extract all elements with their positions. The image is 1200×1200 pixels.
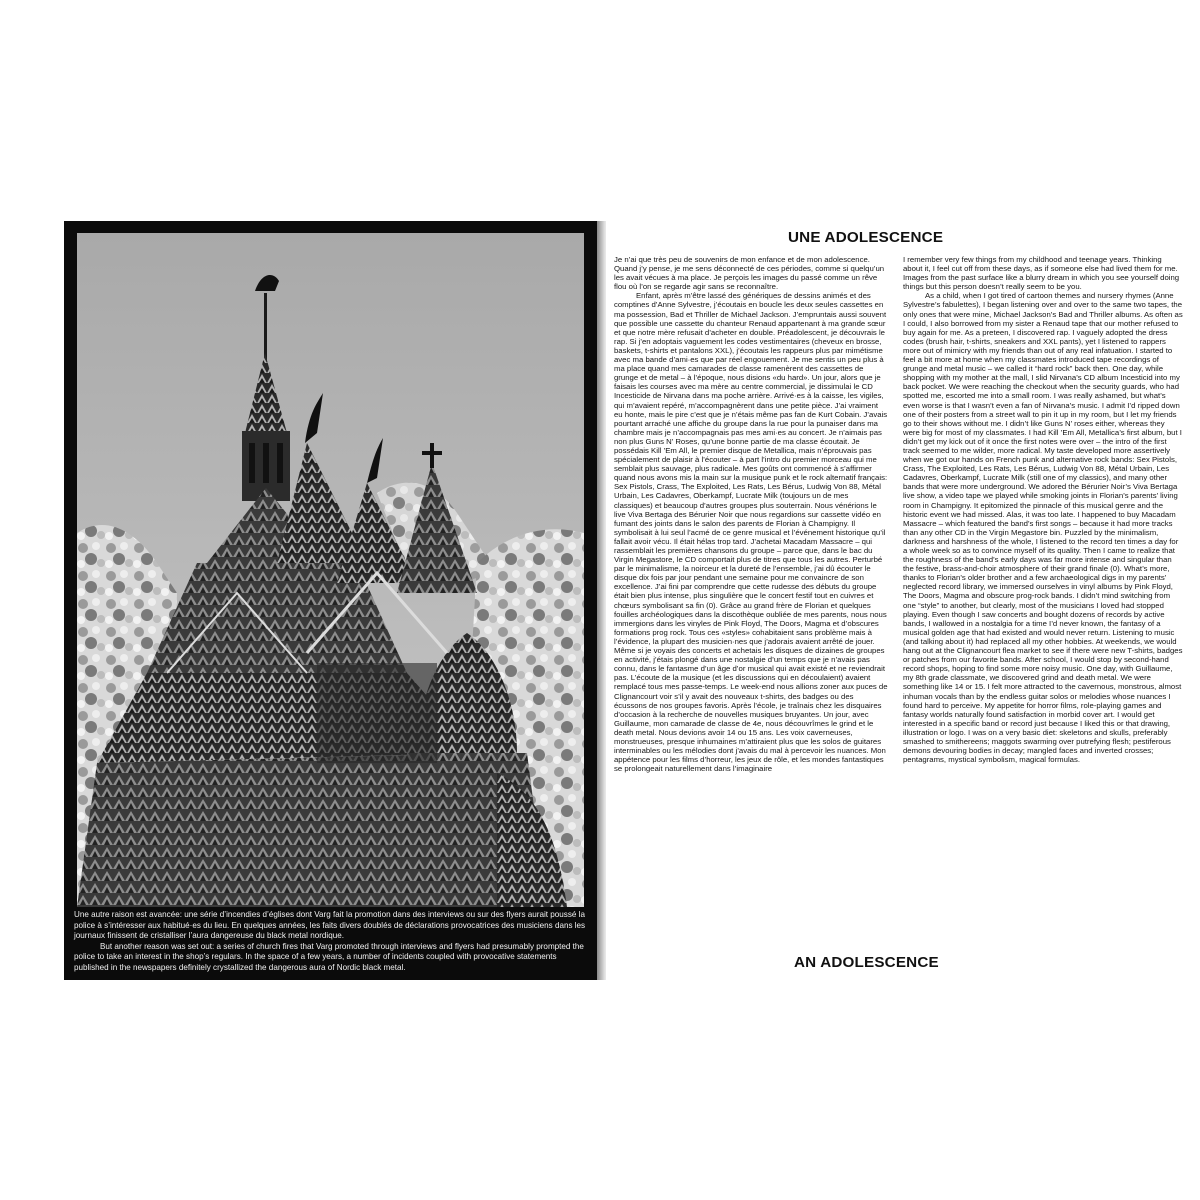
english-paragraph-1: I remember very few things from my childhood and teenage years. Thinking about it, I feel cut off from these days, as if someone else had lived them for me. Images from the past surface like a blurry dream in which you see yourself doing things but this person doesn’t really seem to be you. xyxy=(903,255,1180,292)
caption-english: But another reason was set out: a series of church fires that Varg promoted through interviews and flyers had presumably prompted the police to take an interest in the shop’s regulars. In the space of a few years, a number of incidents coupled with provocative statements published in the newspapers definitely crystallized the dangerous aura of Nordic black metal. xyxy=(74,941,584,972)
photo-caption xyxy=(74,910,590,974)
heading-english: AN ADOLESCENCE xyxy=(794,954,939,971)
english-paragraph-2: As a child, when I got tired of cartoon themes and nursery rhymes (Anne Sylvestre’s fabulettes), I began listening over and over to the same two tapes, the only ones that were mine, Michael Jackson’s Bad and Thriller albums. As often as I could, I also borrowed from my sister a Renaud tape that our mother refused to buy again for me. As a preteen, I discovered rap. I vaguely adopted the dress codes (brush hair, t-shirts, sneakers and XXL pants), yet I listened to rappers more out of mimicry with my friends than out of any real infatuation. I started to feel a bit more at home when my classmates introduced tape recordings of grunge and metal music – we called it “hard rock” back then. One day, while shopping with my mother at the mall, I slid Nirvana’s CD album Incesticid into my back pocket. We were reaching the checkout when the security guards, who had spotted me, escorted me into a small room. I was really ashamed, but what’s even worse is that I wasn’t even a fan of Nirvana’s music. I admit I’d ripped down one of their posters from a street wall to pin it up in my room, but I let my friends go to their shows without me. I didn’t like Guns N’ roses either, whereas they were big for most of my classmates. I had Kill ’Em All, Metallica’s first album, but I didn’t get my kick out of it once the first notes were over – the intro of the first track seemed to me wilder, more radical. My taste developed more assertively when we got our hands on French punk and alternative rock bands: Sex Pistols, Crass, The Exploited, Les Rats, Les Bérus, Ludwig Von 88, Métal Urbain, Les Cadavres, Oberkampf, Lucrate Milk (still one of my classics), and many other bands that were more underground. We adored the Bérurier Noir’s Viva Bertaga live show, a video tape we played while smoking joints in Florian’s parents’ living room in Champigny. It epitomized the pinnacle of this musical genre and the historic event we had missed. Alas, it was too late. I happened to buy Macadam Massacre – which featured the band’s first songs – because it had more tracks than any other CD in the Virgin Megastore bin. Puzzled by the minimalism, darkness and harshness of the whole, I listened to the record ten times a day for a whole week so as to convince myself of its quality. Then I came to realize that the roughness of the band’s early days was far more intense and singular than the festive, brass-and-choir atmosphere of their grand finale (0). What’s more, thanks to Florian’s older brother and a few archaeological digs in my parents’ neglected record library, we immersed ourselves in vinyl albums by Pink Floyd, The Doors, Magma and obscure prog-rock bands. I didn’t mind switching from one “style” to another, but clearly, most of the musicians I loved had stopped playing. Even though I saw concerts and bought dozens of records by active bands, I wallowed in a nostalgia for a time I’d never known, the fantasy of a musical golden age that had existed and would never return. Listening to music (and talking about it) had replaced all my other hobbies. At weekends, we would hang out at the Clignancourt flea market to see if there were new T-shirts, badges or patches from our favorite bands. After school, I would stop by second-hand record shops, hoping to find some more noisy music. One day, with Guillaume, my 8th grade classmate, we discovered grind and death metal. We were something like 14 or 15. I felt more attracted to the cavernous, monstrous, almost inhuman vocals than by the endless guitar solos or melodies whose nuances I found hard to perceive. My appetite for horror films, role-playing games and fantasy worlds naturally found satisfaction in morbid cover art. I would get interested in a specific band or record just because I liked this or that drawing, illustration or logo. I was on a very basic diet: skeletons and skulls, preferably smashed to smithereens; maggots swarming over putrefying flesh; pestiferous demons devouring bodies in decay; mangled faces and inverted crosses; pentagrams, mystical symbolism, magical formulas. xyxy=(903,291,1183,765)
column-french xyxy=(614,255,888,945)
stave-church-photo xyxy=(77,233,584,907)
caption-french: Une autre raison est avancée: une série d’incendies d’églises dont Varg fait la promotion dans des interviews ou sur des flyers aurait poussé la police à s’intéresser aux habitué·es du lieu. En quelques années, les faits divers doublés de déclarations provocatrices des musiciens dans les journaux finissent de cristalliser l’aura dangereuse du black metal nordique. xyxy=(74,910,586,941)
column-english xyxy=(903,255,1183,945)
french-paragraph-1: Je n’ai que très peu de souvenirs de mon enfance et de mon adolescence. Quand j’y pense, je me sens déconnecté de ces périodes, comme si quelqu’un les avait vécues à ma place. Je perçois les images du passé comme un rêve flou où l’on se regarde agir sans se reconnaître. xyxy=(614,255,885,292)
heading-french: UNE ADOLESCENCE xyxy=(788,229,944,246)
stave-church-illustration xyxy=(77,233,584,907)
french-paragraph-2: Enfant, après m’être lassé des génériques de dessins animés et des comptines d’Anne Sylvestre, j’écoutais en boucle les deux seules cassettes en ma possession, Bad et Thriller de Michael Jackson. J’empruntais aussi souvent que possible une cassette du chanteur Renaud appartenant à ma grande sœur et que notre mère refusait d’acheter en double. Préadolescent, je découvrais le rap. Si j’en adoptais vaguement les codes vestimentaires (cheveux en brosse, baskets, t-shirts et pantalons XXL), j’écoutais les rappeurs plus par mimétisme avec ma bande d’ami·es que par réel engouement. Je me sentis un peu plus à ma place quand mes camarades de classe ramenèrent des cassettes de grunge et de metal – à l’époque, nous disions «du hard». Un jour, alors que je faisais les courses avec ma mère au centre commercial, je dissimulai le CD Incesticide de Nirvana dans ma poche arrière. Arrivé·es à la caisse, les vigiles, qui m’avaient repéré, m’accompagnèrent dans une petite pièce. J’ai vraiment eu honte, mais le pire c’est que je n’étais même pas fan de Kurt Cobain. J’avais pourtant arraché une affiche du groupe dans la rue pour la punaiser dans ma chambre mais je n’accompagnais pas mes ami·es au concert. Je n’aimais pas non plus Guns N’ Roses, qu’une bonne partie de ma classe écoutait. Je possédais Kill ’Em All, le premier disque de Metallica, mais n’éprouvais pas spécialement de plaisir à l’écouter – à part l’intro du premier morceau qui me semblait plus sauvage, plus radicale. Mes goûts ont commencé à s’affirmer quand nous avons mis la main sur la musique punk et le rock alternatif français: Sex Pistols, Crass, The Exploited, Les Rats, Les Bérus, Ludwig Von 88, Métal Urbain, Les Cadavres, Oberkampf, Lucrate Milk (toujours un de mes classiques) et beaucoup d’autres groupes plus souterrain. Nous vénérions le live Viva Bertaga des Bérurier Noir que nous regardions sur cassette vidéo en fumant des joints dans le salon des parents de Florian à Champigny. Il symbolisait à lui seul l’acmé de ce genre musical et l’événement historique qu’il fallait avoir vécu. Il était hélas trop tard. J’achetai Macadam Massacre – qui rassemblait les premières chansons du groupe – parce que, dans le bac du Virgin Megastore, le CD comportait plus de titres que tous les autres. Perturbé par le minimalisme, la noirceur et la dureté de l’ensemble, j’ai dû écouter le disque dix fois par jour pendant une semaine pour me convaincre de son excellence. J’ai fini par comprendre que cette rudesse des débuts du groupe était bien plus intense, plus singulière que le concert festif tout en cuivres et chœurs symbolisant sa fin (0). Grâce au grand frère de Florian et quelques fouilles archéologiques dans la discothèque oubliée de mes parents, nous nous immergions dans les vinyles de Pink Floyd, The Doors, Magma et d’obscures formations prog rock. Tous ces «styles» cohabitaient sans problème mais à l’évidence, la plupart des musicien·nes que j’adorais avaient arrêté de jouer. Même si je voyais des concerts et achetais les disques de dizaines de groupes en activité, j’étais plongé dans une nostalgie d’un temps que je n’avais pas connu, dans le fantasme d’un âge d’or musical qui avait existé et ne reviendrait pas. L’écoute de la musique (et les discussions qui en découlaient) avaient remplacé tous mes passe-temps. Le week-end nous allions zoner aux puces de Clignancourt voir s’il y avait des nouveaux t-shirts, des badges ou des écussons de nos groupes favoris. Après l’école, je traînais chez les disquaires d’occasion à la recherche de nouvelles musiques bruyantes. Un jour, avec Guillaume, mon camarade de classe de 4e, nous découvrîmes le grind et le death metal. Nous devions avoir 14 ou 15 ans. Les voix caverneuses, monstrueuses, presque inhumaines m’attiraient plus que les solos de guitares interminables ou les mélodies dont j’avais du mal à percevoir les nuances. Mon appétence pour les films d’horreur, les jeux de rôle, et les mondes fantastiques se prolongeait naturellement dans l’imaginaire xyxy=(614,291,888,774)
